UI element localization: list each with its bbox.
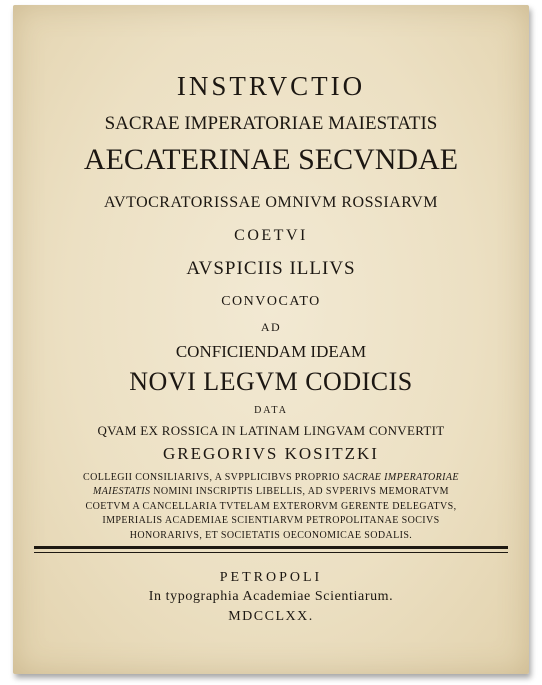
translator-credentials [53, 471, 489, 543]
title-page [13, 5, 529, 674]
credentials-italic-1: SACRAE IMPERATORIAE [342, 472, 459, 483]
double-rule-thin [34, 552, 508, 553]
title-line-conficiendam: CONFICIENDAM IDEAM [175, 342, 367, 361]
credentials-text-3: COETVM A CANCELLARIA TVTELAM EXTERORVM GERENTE DELEGATVS, [85, 500, 457, 512]
imprint-place: PETROPOLI [219, 570, 323, 585]
title-line-auspiciis: AVSPICIIS ILLIVS [186, 258, 356, 279]
title-line-data: DATA [254, 405, 288, 416]
title-line-novi-legum: NOVI LEGVM CODICIS [129, 367, 413, 396]
title-line-autocratorissae: AVTOCRATORISSAE OMNIVM ROSSIARVM [104, 194, 438, 211]
imprint-year: MDCCLXX. [228, 609, 314, 624]
credentials-italic-2: MAIESTATIS [93, 486, 151, 498]
credentials-text-2: NOMINI INSCRIPTIS LIBELLIS, AD SVPERIVS MEMORATVM [150, 486, 449, 498]
credentials-text-4: IMPERIALIS ACADEMIAE SCIENTIARVM PETROPOLITANAE SOCIVS [102, 515, 440, 527]
title-instructio: INSTRVCTIO [176, 71, 366, 101]
translator-name: GREGORIVS KOSITZKI [163, 444, 379, 463]
title-line-maiestatis: SACRAE IMPERATORIAE MAIESTATIS [104, 113, 438, 134]
credentials-text-5: HONORARIVS, ET SOCIETATIS OECONOMICAE SODALIS. [129, 529, 413, 541]
title-line-translator-intro: QVAM EX ROSSICA IN LATINAM LINGVAM CONVERTIT [97, 423, 445, 438]
double-rule-thick [34, 546, 508, 549]
title-line-ad: AD [260, 320, 282, 334]
imprint-printer: In typographia Academiae Scientiarum. [148, 589, 394, 604]
title-line-convocato: CONVOCATO [221, 294, 321, 309]
title-line-aecaterinae: AECATERINAE SECVNDAE [83, 143, 459, 176]
credentials-text-1: COLLEGII CONSILIARIVS, A SVPPLICIBVS PROPRIO [83, 472, 343, 483]
title-line-coetui: COETVI [234, 227, 308, 244]
